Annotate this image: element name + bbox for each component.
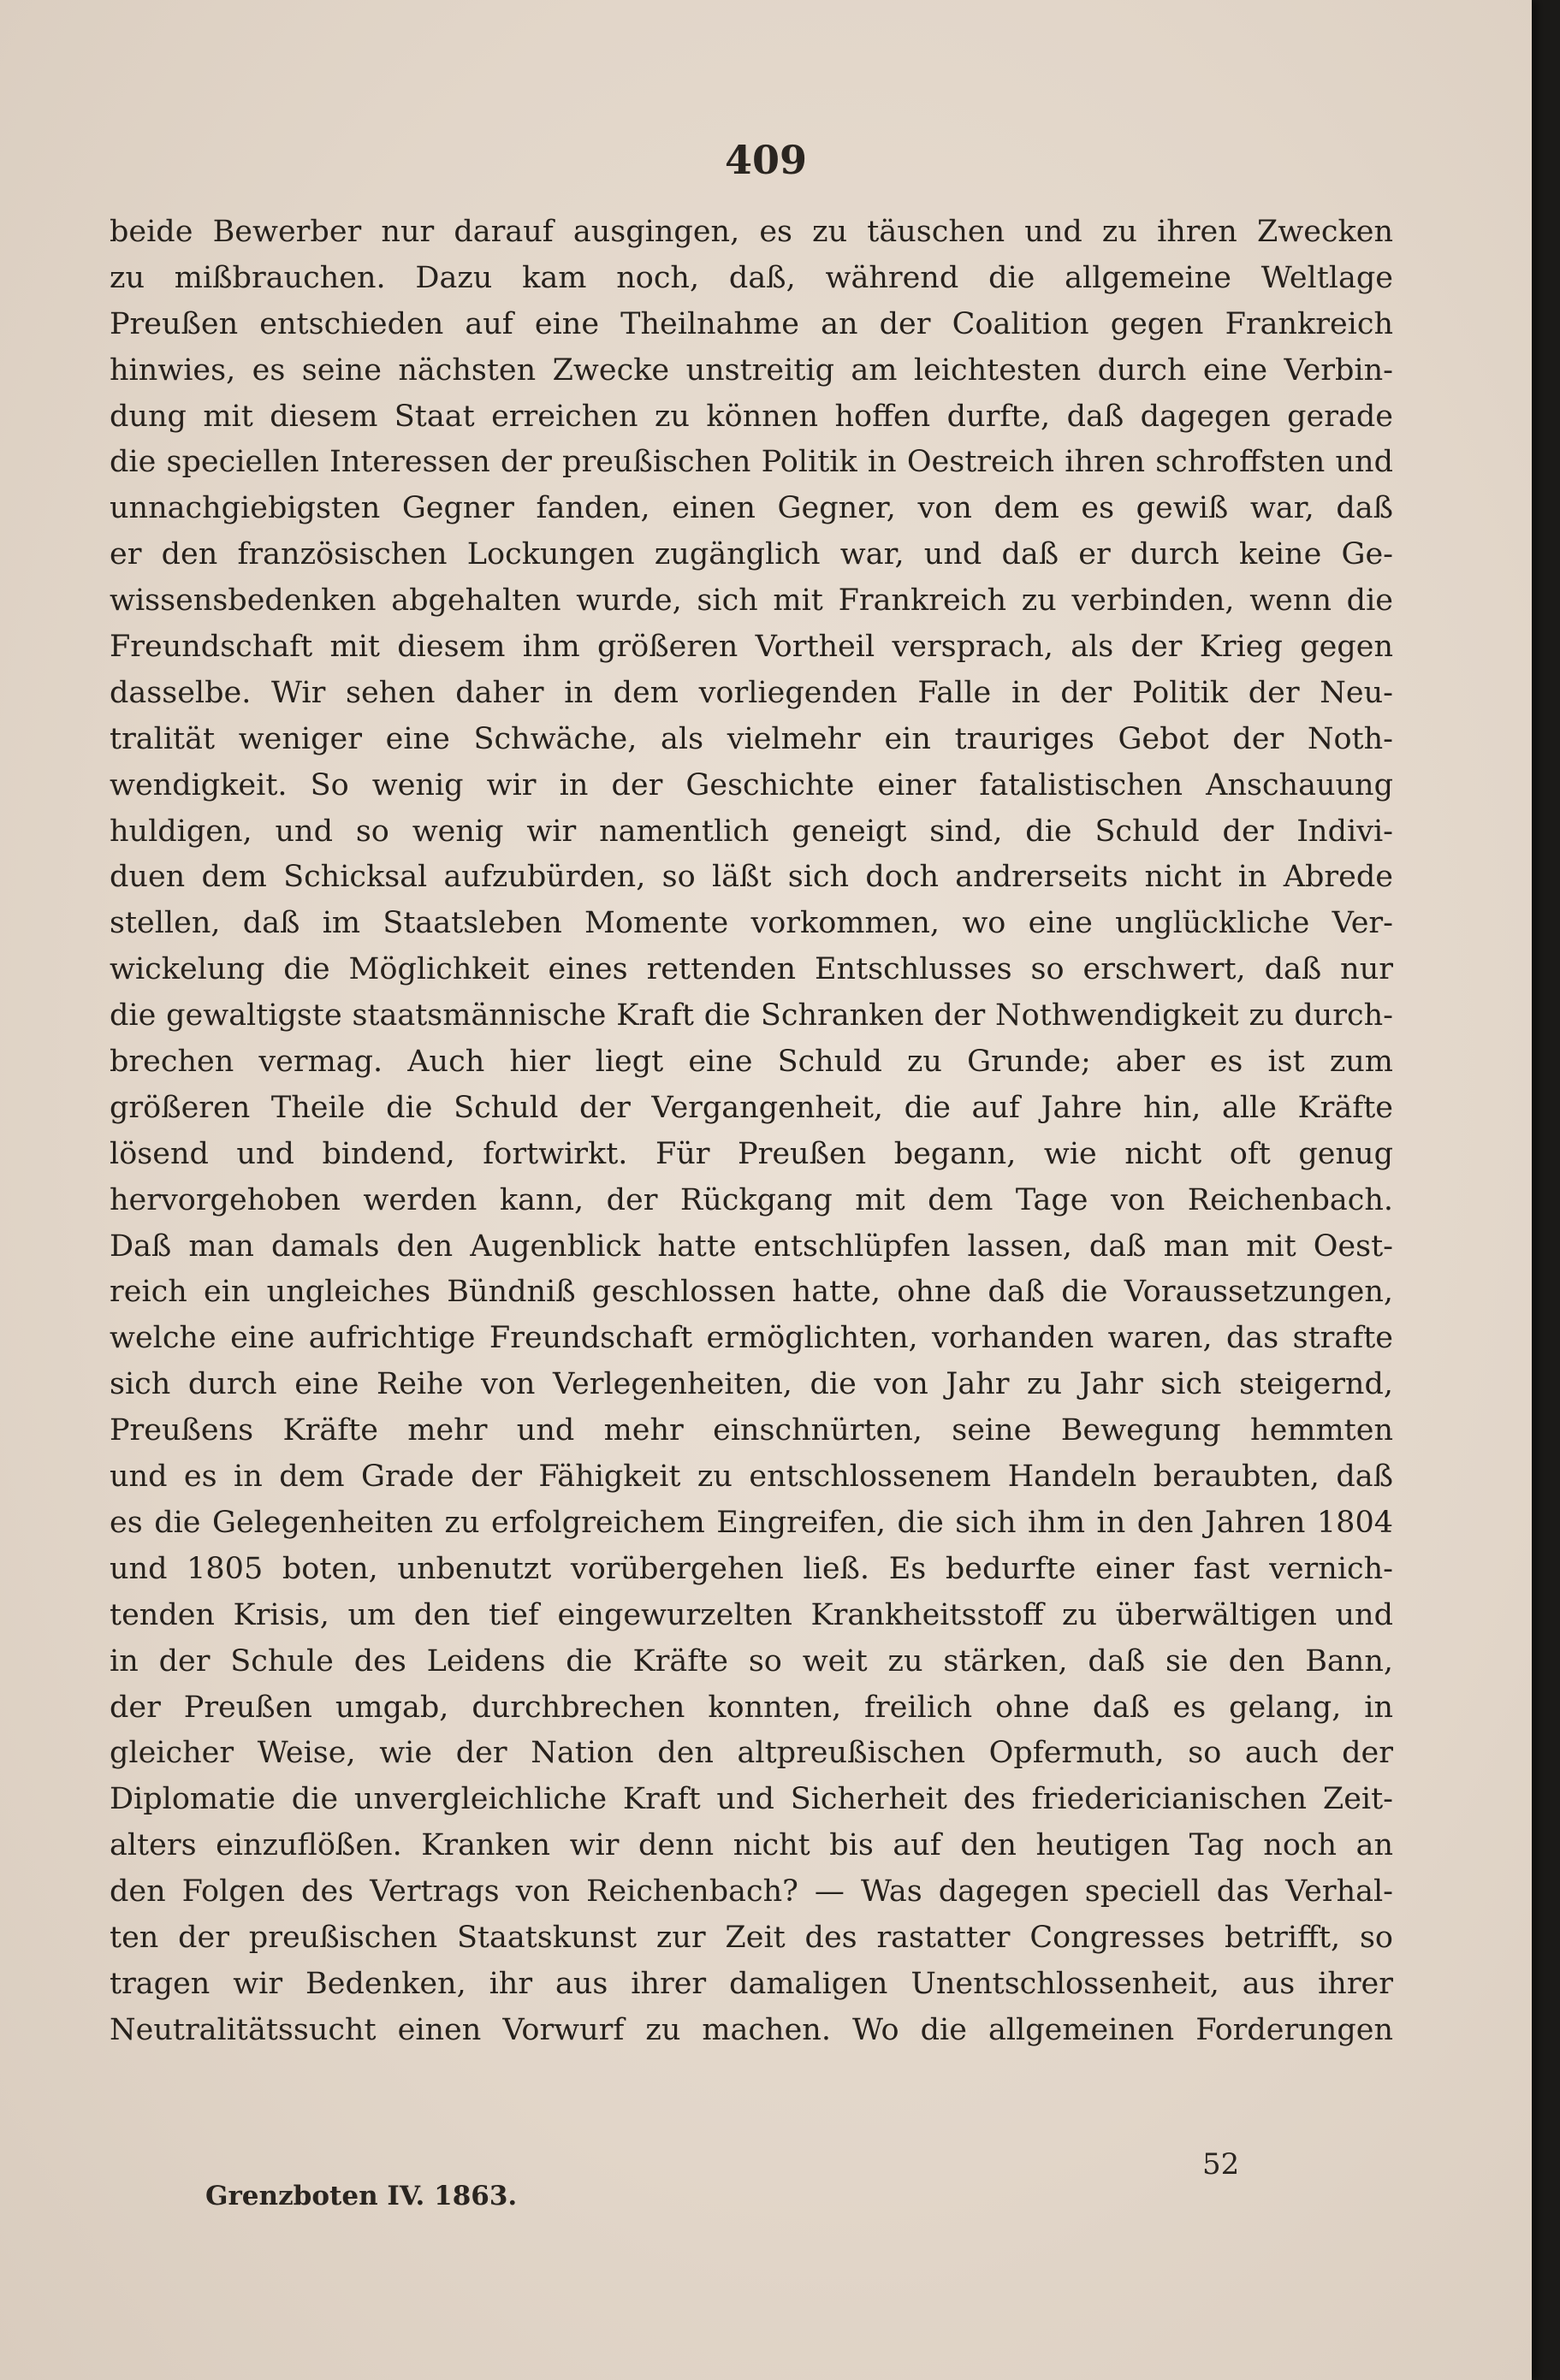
text-line: zu mißbrauchen. Dazu kam noch, daß, während die allgemeine Weltlage: [110, 260, 1393, 295]
text-line: wickelung die Möglichkeit eines rettenden Entschlusses so erschwert, daß nur: [110, 952, 1393, 987]
text-line: die gewaltigste staatsmännische Kraft die Schranken der Nothwendigkeit zu durch-: [110, 998, 1393, 1033]
text-line: tragen wir Bedenken, ihr aus ihrer damaligen Unentschlossenheit, aus ihrer: [110, 1966, 1393, 2001]
text-line: Preußen entschieden auf eine Theilnahme an der Coalition gegen Frankreich: [110, 306, 1393, 341]
text-line: stellen, daß im Staatsleben Momente vorkommen, wo eine unglückliche Ver-: [110, 906, 1393, 941]
text-line: hinwies, es seine nächsten Zwecke unstreitig am leichtesten durch eine Verbin-: [110, 352, 1393, 388]
text-line: in der Schule des Leidens die Kräfte so weit zu stärken, daß sie den Bann,: [110, 1643, 1393, 1678]
text-line: duen dem Schicksal aufzubürden, so läßt sich doch andrerseits nicht in Abrede: [110, 860, 1393, 895]
text-line: ten der preußischen Staatskunst zur Zeit des rastatter Congresses betrifft, so: [110, 1920, 1393, 1955]
text-line: er den französischen Lockungen zugänglich war, und daß er durch keine Ge-: [110, 537, 1393, 572]
text-line: die speciellen Interessen der preußischen Politik in Oestreich ihren schroffsten und: [110, 445, 1393, 480]
text-line: und 1805 boten, unbenutzt vorübergehen ließ. Es bedurfte einer fast vernich-: [110, 1551, 1393, 1586]
text-line: Daß man damals den Augenblick hatte entschlüpfen lassen, daß man mit Oest-: [110, 1228, 1393, 1264]
text-line: brechen vermag. Auch hier liegt eine Schuld zu Grunde; aber es ist zum: [110, 1045, 1393, 1080]
text-line: wendigkeit. So wenig wir in der Geschichte einer fatalistischen Anschauung: [110, 767, 1393, 802]
text-line: Freundschaft mit diesem ihm größeren Vortheil versprach, als der Krieg gegen: [110, 630, 1393, 665]
text-line: und es in dem Grade der Fähigkeit zu entschlossenem Handeln beraubten, daß: [110, 1459, 1393, 1495]
text-line: sich durch eine Reihe von Verlegenheiten, die von Jahr zu Jahr sich steigernd,: [110, 1367, 1393, 1402]
text-line: dasselbe. Wir sehen daher in dem vorliegenden Falle in der Politik der Neu-: [110, 675, 1393, 710]
text-line: lösend und bindend, fortwirkt. Für Preußen begann, wie nicht oft genug: [110, 1136, 1393, 1171]
text-line: beide Bewerber nur darauf ausgingen, es zu täuschen und zu ihren Zwecken: [110, 215, 1393, 249]
text-line: alters einzuflößen. Kranken wir denn nicht bis auf den heutigen Tag noch an: [110, 1828, 1393, 1863]
text-line: tenden Krisis, um den tief eingewurzelten Krankheitsstoff zu überwältigen und: [110, 1597, 1393, 1632]
text-line: huldigen, und so wenig wir namentlich geneigt sind, die Schuld der Indivi-: [110, 814, 1393, 849]
text-line: tralität weniger eine Schwäche, als vielmehr ein trauriges Gebot der Noth-: [110, 721, 1393, 756]
page-number: 409: [724, 137, 808, 183]
text-line: welche eine aufrichtige Freundschaft ermöglichten, vorhanden waren, das strafte: [110, 1321, 1393, 1356]
text-line: wissensbedenken abgehalten wurde, sich mit Frankreich zu verbinden, wenn die: [110, 583, 1393, 619]
text-line: unnachgiebigsten Gegner fanden, einen Gegner, von dem es gewiß war, daß: [110, 491, 1393, 526]
text-line: es die Gelegenheiten zu erfolgreichem Eingreifen, die sich ihm in den Jahren 1804: [110, 1505, 1393, 1540]
text-line: Diplomatie die unvergleichliche Kraft und Sicherheit des friedericianischen Zeit-: [110, 1782, 1393, 1817]
text-line: Preußens Kräfte mehr und mehr einschnürten, seine Bewegung hemmten: [110, 1413, 1393, 1448]
footer-journal-line: Grenzboten IV. 1863.: [205, 2181, 518, 2211]
text-line: reich ein ungleiches Bündniß geschlossen hatte, ohne daß die Voraussetzungen,: [110, 1275, 1393, 1310]
text-line: gleicher Weise, wie der Nation den altpreußischen Opfermuth, so auch der: [110, 1736, 1393, 1771]
text-line: dung mit diesem Staat erreichen zu können hoffen durfte, daß dagegen gerade: [110, 399, 1393, 434]
body-text: [110, 210, 1393, 2054]
signature-mark: 52: [1202, 2147, 1240, 2182]
text-line: größeren Theile die Schuld der Vergangenheit, die auf Jahre hin, alle Kräfte: [110, 1090, 1393, 1125]
text-line: den Folgen des Vertrags von Reichenbach? — Was dagegen speciell das Verhal-: [110, 1874, 1393, 1909]
text-line: Neutralitätssucht einen Vorwurf zu machen. Wo die allgemeinen Forderungen: [110, 2012, 1393, 2047]
text-line: der Preußen umgab, durchbrechen konnten, freilich ohne daß es gelang, in: [110, 1690, 1393, 1725]
text-line: hervorgehoben werden kann, der Rückgang mit dem Tage von Reichenbach.: [110, 1182, 1393, 1217]
